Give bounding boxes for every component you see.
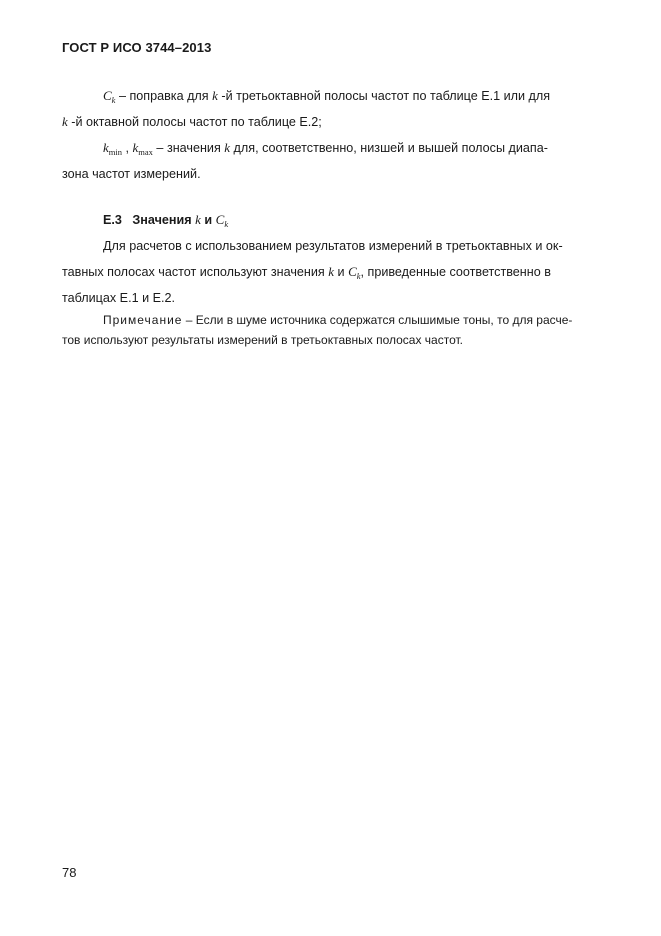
symbol-k: k bbox=[328, 264, 335, 279]
symbol-k: k bbox=[103, 140, 109, 155]
body-line3: таблицах Е.1 и Е.2. bbox=[62, 291, 176, 305]
symbol-k-subscript: k bbox=[224, 219, 229, 229]
definition-kminmax-line1 bbox=[103, 140, 548, 160]
definition-ck-line1 bbox=[103, 88, 550, 108]
section-title: Значения bbox=[132, 213, 196, 227]
symbol-c: C bbox=[348, 264, 357, 279]
definition-text: – поправка для bbox=[115, 89, 213, 103]
symbol-k: k bbox=[224, 140, 231, 155]
body-line1: Для расчетов с использованием результатов измерений в третьоктавных и ок- bbox=[103, 239, 563, 253]
definition-text: для, соответственно, низшей и вышей полосы диапа- bbox=[230, 141, 548, 155]
symbol-c: C bbox=[215, 212, 225, 227]
definition-text: – значения bbox=[152, 141, 225, 155]
subscript-min: min bbox=[108, 147, 123, 157]
body-line2 bbox=[62, 264, 551, 284]
symbol-c: C bbox=[103, 88, 112, 103]
symbol-k: k bbox=[62, 114, 68, 129]
definition-ck-line2 bbox=[62, 114, 322, 130]
symbol-k-subscript: k bbox=[111, 95, 116, 105]
body-text: тавных полосах частот используют значения bbox=[62, 265, 329, 279]
note-line1 bbox=[103, 312, 572, 328]
note-text: – Если в шуме источника содержатся слышимые тоны, то для расче- bbox=[182, 313, 573, 327]
section-number: Е.3 bbox=[103, 213, 122, 227]
note-label: Примечание bbox=[103, 313, 183, 327]
section-and: и bbox=[200, 213, 216, 227]
note-line2: тов используют результаты измерений в третьоктавных полосах частот. bbox=[62, 333, 463, 347]
definition-text: зона частот измерений. bbox=[62, 167, 201, 181]
body-text: , приведенные соответственно в bbox=[360, 265, 551, 279]
body-text: и bbox=[334, 265, 349, 279]
document-header: ГОСТ Р ИСО 3744–2013 bbox=[62, 40, 212, 55]
definition-text: -й октавной полосы частот по таблице Е.2; bbox=[67, 115, 322, 129]
symbol-k: k bbox=[132, 140, 139, 155]
section-heading bbox=[103, 212, 228, 232]
symbol-k: k bbox=[195, 212, 201, 227]
definition-text: -й третьоктавной полосы частот по таблице Е.1 или для bbox=[217, 89, 551, 103]
definition-kminmax-line2 bbox=[62, 166, 201, 182]
symbol-k: k bbox=[212, 88, 218, 103]
subscript-max: max bbox=[138, 147, 153, 157]
separator: , bbox=[122, 141, 133, 155]
symbol-k-subscript: k bbox=[356, 271, 361, 281]
page-number: 78 bbox=[62, 865, 77, 880]
